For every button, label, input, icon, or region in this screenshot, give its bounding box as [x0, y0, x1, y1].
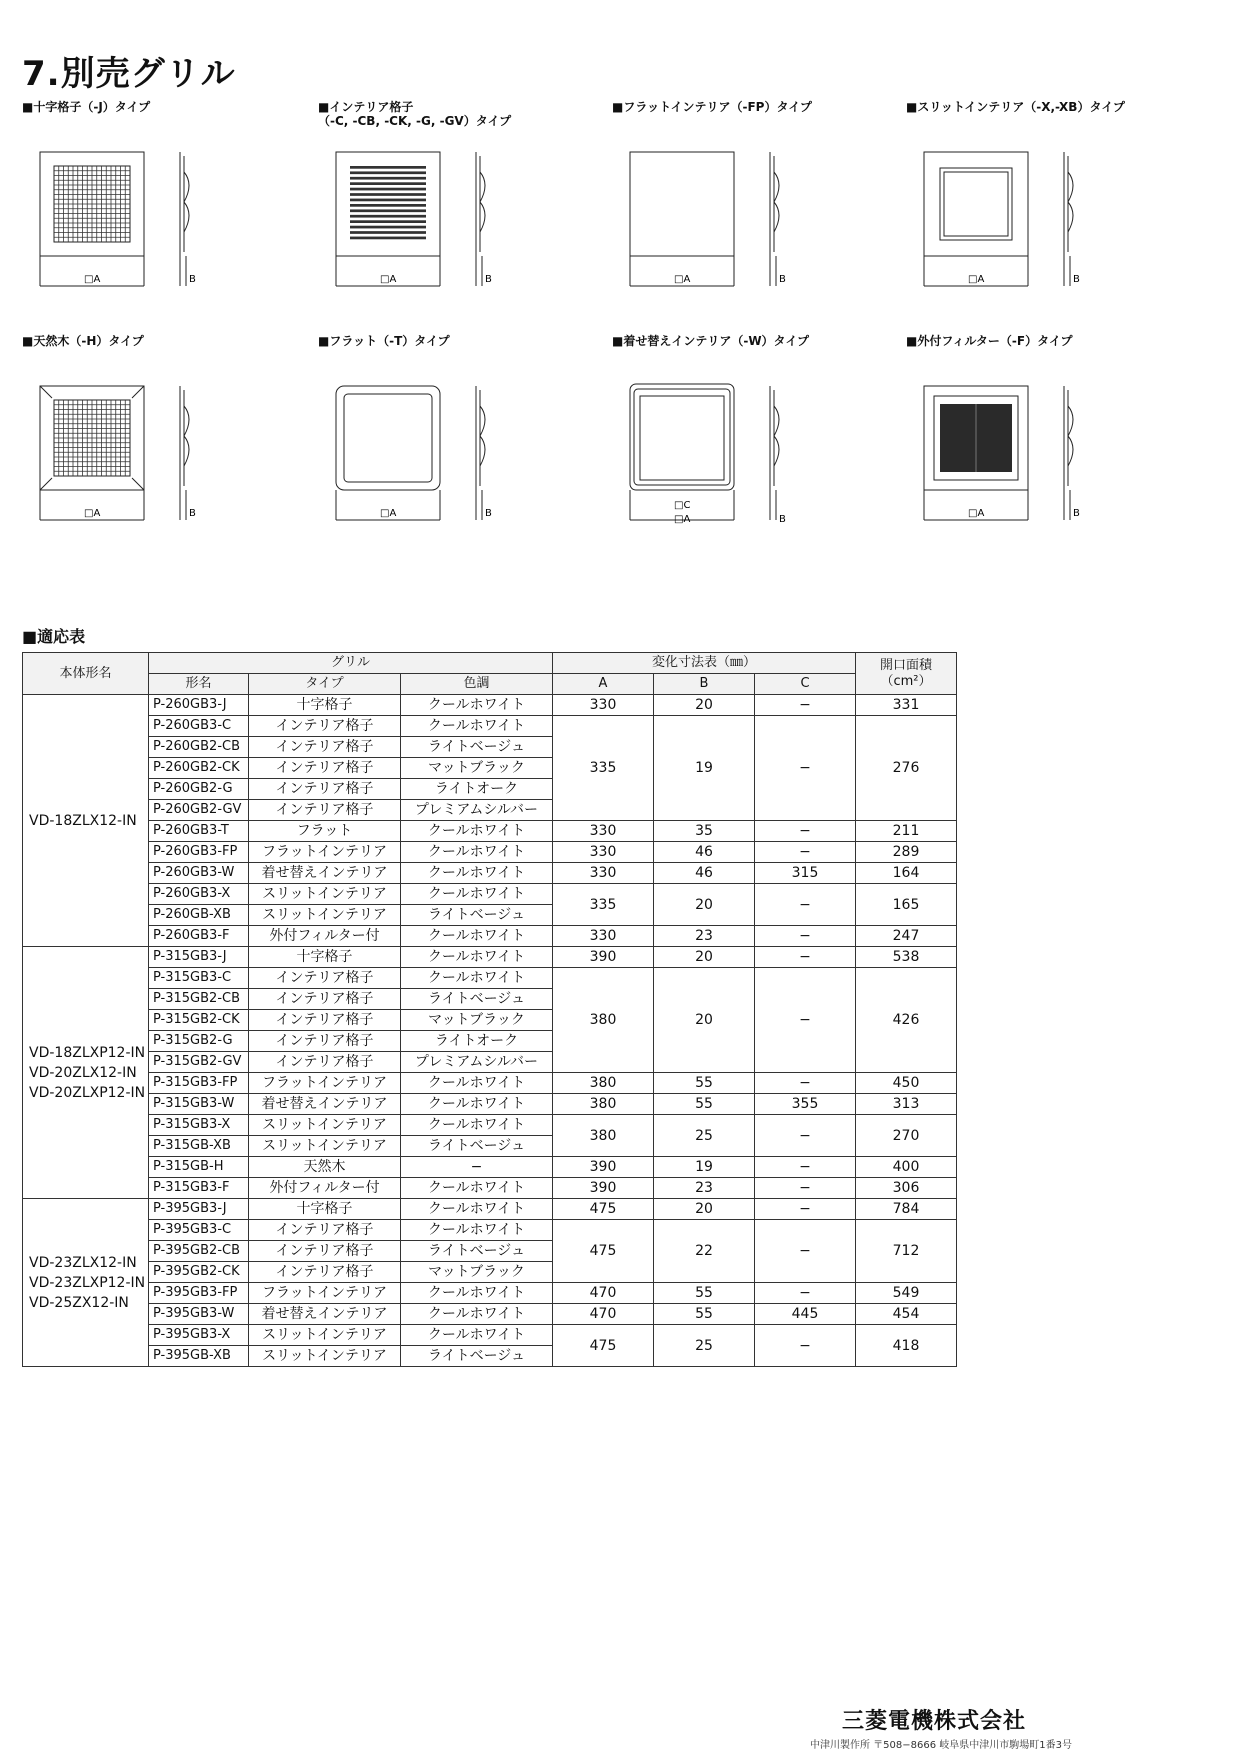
dim-c-cell: −	[755, 1073, 856, 1094]
header-type: タイプ	[249, 674, 401, 695]
grille-model-cell: P-395GB2-CK	[149, 1262, 249, 1283]
dim-b-cell: 55	[654, 1283, 755, 1304]
grille-type-cell: 着せ替えインテリア	[249, 1094, 401, 1115]
grille-type-cell: 十字格子	[249, 695, 401, 716]
louver-slat	[350, 209, 426, 212]
grille-color-cell: クールホワイト	[401, 695, 553, 716]
grille-color-cell: ライトベージュ	[401, 905, 553, 926]
grille-color-cell: クールホワイト	[401, 863, 553, 884]
grille-type-cell: 天然木	[249, 1157, 401, 1178]
dim-c-cell: −	[755, 947, 856, 968]
header-area-label: 開口面積	[879, 657, 932, 673]
grille-color-cell: クールホワイト	[401, 968, 553, 989]
grille-type-cell: インテリア格子	[249, 1220, 401, 1241]
dim-b-cell: 20	[654, 1199, 755, 1220]
dim-a-cell: 470	[553, 1283, 654, 1304]
header-area	[856, 653, 957, 695]
grille-color-cell: ライトベージュ	[401, 737, 553, 758]
dim-b-cell: 46	[654, 842, 755, 863]
dim-c-cell: −	[755, 1115, 856, 1157]
open-area-cell: 454	[856, 1304, 957, 1325]
side-view	[1068, 406, 1073, 466]
open-area-cell: 289	[856, 842, 957, 863]
header-area-unit: （cm²）	[880, 673, 932, 689]
grille-type-cell: インテリア格子	[249, 1031, 401, 1052]
dim-b-cell: 20	[654, 695, 755, 716]
louver-slat	[350, 220, 426, 223]
grille-diagram-wood	[22, 334, 322, 574]
grille-type-name: ■天然木（-H）タイプ	[22, 334, 144, 348]
header-a: A	[553, 674, 654, 695]
louver-slat	[350, 204, 426, 207]
grille-model-cell: P-260GB-XB	[149, 905, 249, 926]
dim-label-a: □A	[380, 274, 397, 285]
side-view	[480, 172, 485, 232]
grille-drawing	[612, 100, 912, 340]
grille-type-cell: スリットインテリア	[249, 1346, 401, 1367]
side-view	[184, 172, 189, 232]
grille-diagram-slit	[906, 100, 1206, 340]
dim-a-cell: 380	[553, 1073, 654, 1094]
grille-type-cell: フラットインテリア	[249, 1283, 401, 1304]
grille-type-cell: インテリア格子	[249, 737, 401, 758]
dress-panel	[640, 396, 724, 480]
grille-color-cell: クールホワイト	[401, 1283, 553, 1304]
dim-label-b: B	[189, 274, 196, 285]
table-row	[23, 968, 957, 989]
dim-a-cell: 335	[553, 716, 654, 821]
dim-label-a: □A	[84, 508, 101, 519]
dim-c-cell: −	[755, 1157, 856, 1178]
grille-color-cell: クールホワイト	[401, 1094, 553, 1115]
body-model-cell: VD-23ZLX12-IN VD-23ZLXP12-IN VD-25ZX12-IN	[23, 1199, 149, 1367]
grille-model-cell: P-260GB2-G	[149, 779, 249, 800]
grille-color-cell: クールホワイト	[401, 1325, 553, 1346]
grille-drawing	[318, 334, 618, 574]
dim-label-b: B	[779, 514, 786, 525]
grille-color-cell: クールホワイト	[401, 1178, 553, 1199]
drawing-line	[132, 478, 144, 490]
company-name: 三菱電機株式会社	[841, 1709, 1026, 1734]
grille-model-cell: P-260GB3-FP	[149, 842, 249, 863]
louver-slat	[350, 237, 426, 240]
dim-c-cell: 355	[755, 1094, 856, 1115]
grille-model-cell: P-395GB3-X	[149, 1325, 249, 1346]
front-panel	[634, 389, 730, 485]
table-row	[23, 1178, 957, 1199]
grille-model-cell: P-260GB2-CB	[149, 737, 249, 758]
front-frame	[336, 386, 440, 490]
grille-type-name: ■フラットインテリア（-FP）タイプ	[612, 100, 812, 114]
grille-type-name: ■外付フィルター（-F）タイプ	[906, 334, 1073, 348]
body-model-cell: VD-18ZLX12-IN	[23, 695, 149, 947]
dim-c-cell: −	[755, 1220, 856, 1283]
grille-color-cell: クールホワイト	[401, 821, 553, 842]
grille-model-cell: P-315GB3-X	[149, 1115, 249, 1136]
open-area-cell: 418	[856, 1325, 957, 1367]
dim-a-cell: 330	[553, 863, 654, 884]
side-view	[184, 406, 189, 466]
dim-a-cell: 390	[553, 1157, 654, 1178]
grille-model-cell: P-260GB3-X	[149, 884, 249, 905]
grille-color-cell: クールホワイト	[401, 1199, 553, 1220]
grille-model-cell: P-395GB3-C	[149, 1220, 249, 1241]
grille-type-name: ■スリットインテリア（-X,-XB）タイプ	[906, 100, 1125, 114]
drawing-line	[40, 478, 52, 490]
grille-drawing	[906, 100, 1206, 340]
table-row	[23, 1199, 957, 1220]
grille-color-cell: プレミアムシルバー	[401, 800, 553, 821]
dim-label-a: □A	[968, 508, 985, 519]
dim-c-cell: −	[755, 884, 856, 926]
header-grille: グリル	[149, 653, 553, 674]
open-area-cell: 164	[856, 863, 957, 884]
louver-slat	[350, 231, 426, 234]
dim-b-cell: 55	[654, 1094, 755, 1115]
header-dims: 変化寸法表（㎜）	[553, 653, 856, 674]
front-panel	[344, 394, 432, 482]
grille-type-cell: フラットインテリア	[249, 1073, 401, 1094]
grille-type-cell: フラットインテリア	[249, 842, 401, 863]
grille-color-cell: ライトオーク	[401, 779, 553, 800]
dim-label-a: □A	[380, 508, 397, 519]
dim-c-cell: 445	[755, 1304, 856, 1325]
grille-color-cell: クールホワイト	[401, 947, 553, 968]
open-area-cell: 538	[856, 947, 957, 968]
louver-slat	[350, 171, 426, 174]
side-view	[480, 406, 485, 466]
table-row	[23, 1094, 957, 1115]
front-frame	[630, 152, 734, 256]
dim-b-cell: 55	[654, 1304, 755, 1325]
header-c: C	[755, 674, 856, 695]
open-area-cell: 549	[856, 1283, 957, 1304]
dim-a-cell: 335	[553, 884, 654, 926]
grille-diagram-flat	[318, 334, 618, 574]
grille-type-cell: インテリア格子	[249, 800, 401, 821]
grille-color-cell: クールホワイト	[401, 842, 553, 863]
dim-label-b: B	[189, 508, 196, 519]
grille-type-name: ■着せ替えインテリア（-W）タイプ	[612, 334, 809, 348]
grille-type-cell: インテリア格子	[249, 1052, 401, 1073]
table-row	[23, 1325, 957, 1346]
dim-label-a: □A	[674, 274, 691, 285]
dim-a-cell: 475	[553, 1325, 654, 1367]
grille-color-cell: マットブラック	[401, 1262, 553, 1283]
dim-b-cell: 20	[654, 947, 755, 968]
grille-type-cell: フラット	[249, 821, 401, 842]
table-row	[23, 884, 957, 905]
grille-model-cell: P-260GB2-GV	[149, 800, 249, 821]
grille-type-cell: 外付フィルター付	[249, 1178, 401, 1199]
grille-color-cell: クールホワイト	[401, 1073, 553, 1094]
grille-model-cell: P-315GB-H	[149, 1157, 249, 1178]
slit-frame	[940, 168, 1012, 240]
dim-c-cell: −	[755, 695, 856, 716]
grille-diagram-louver	[318, 100, 618, 340]
page-title: 7.別売グリル	[22, 54, 236, 94]
grille-model-cell: P-395GB2-CB	[149, 1241, 249, 1262]
open-area-cell: 247	[856, 926, 957, 947]
dim-label-b: B	[1073, 508, 1080, 519]
grille-diagram-grid	[22, 100, 322, 340]
dim-a-cell: 330	[553, 695, 654, 716]
grille-color-cell: クールホワイト	[401, 1220, 553, 1241]
table-row	[23, 1220, 957, 1241]
dim-b-cell: 23	[654, 926, 755, 947]
grille-model-cell: P-395GB-XB	[149, 1346, 249, 1367]
company-address: 中津川製作所 〒508−8666 岐阜県中津川市駒場町1番3号	[810, 1740, 1072, 1751]
grille-model-cell: P-260GB2-CK	[149, 758, 249, 779]
dim-a-cell: 475	[553, 1220, 654, 1283]
grille-model-cell: P-315GB-XB	[149, 1136, 249, 1157]
grille-type-cell: 十字格子	[249, 947, 401, 968]
side-view	[774, 406, 779, 466]
header-color: 色調	[401, 674, 553, 695]
grille-type-name: ■フラット（-T）タイプ	[318, 334, 450, 348]
grille-type-cell: 外付フィルター付	[249, 926, 401, 947]
dim-c-cell: −	[755, 842, 856, 863]
grille-color-cell: クールホワイト	[401, 716, 553, 737]
open-area-cell: 211	[856, 821, 957, 842]
header-b: B	[654, 674, 755, 695]
grille-model-cell: P-315GB3-F	[149, 1178, 249, 1199]
grille-model-cell: P-315GB3-C	[149, 968, 249, 989]
grille-color-cell: クールホワイト	[401, 1304, 553, 1325]
open-area-cell: 784	[856, 1199, 957, 1220]
dim-a-cell: 470	[553, 1304, 654, 1325]
drawing-line	[40, 386, 52, 398]
front-frame	[630, 384, 734, 490]
grille-type-cell: 着せ替えインテリア	[249, 1304, 401, 1325]
grille-model-cell: P-315GB3-W	[149, 1094, 249, 1115]
grille-type-cell: スリットインテリア	[249, 1325, 401, 1346]
grille-model-cell: P-315GB2-GV	[149, 1052, 249, 1073]
grille-model-cell: P-395GB3-J	[149, 1199, 249, 1220]
dim-a-cell: 390	[553, 1178, 654, 1199]
grille-drawing	[22, 100, 322, 340]
grille-type-cell: スリットインテリア	[249, 1136, 401, 1157]
dim-c-cell: −	[755, 716, 856, 821]
dim-c-cell: −	[755, 1199, 856, 1220]
grille-type-cell: インテリア格子	[249, 968, 401, 989]
louver-slat	[350, 188, 426, 191]
dim-b-cell: 23	[654, 1178, 755, 1199]
grille-type-name: ■インテリア格子 （-C, -CB, -CK, -G, -GV）タイプ	[318, 100, 512, 128]
open-area-cell: 712	[856, 1220, 957, 1283]
grille-type-cell: インテリア格子	[249, 779, 401, 800]
grille-model-cell: P-315GB2-CK	[149, 1010, 249, 1031]
table-row	[23, 821, 957, 842]
dim-a-cell: 380	[553, 1115, 654, 1157]
grille-type-cell: スリットインテリア	[249, 884, 401, 905]
table-row	[23, 842, 957, 863]
grille-type-cell: インテリア格子	[249, 1241, 401, 1262]
dim-label-b: B	[485, 508, 492, 519]
grille-type-cell: インテリア格子	[249, 1010, 401, 1031]
compatibility-table	[22, 652, 957, 1367]
table-row	[23, 947, 957, 968]
dim-b-cell: 19	[654, 1157, 755, 1178]
table-row	[23, 1115, 957, 1136]
open-area-cell: 331	[856, 695, 957, 716]
grille-model-cell: P-315GB2-CB	[149, 989, 249, 1010]
table-row	[23, 863, 957, 884]
grille-drawing	[612, 334, 912, 574]
drawing-line	[132, 386, 144, 398]
table-row	[23, 1304, 957, 1325]
grille-color-cell: クールホワイト	[401, 926, 553, 947]
dim-a-cell: 330	[553, 926, 654, 947]
louver-slat	[350, 166, 426, 169]
table-row	[23, 1157, 957, 1178]
louver-slat	[350, 226, 426, 229]
open-area-cell: 313	[856, 1094, 957, 1115]
open-area-cell: 426	[856, 968, 957, 1073]
dim-a-cell: 330	[553, 821, 654, 842]
grille-model-cell: P-260GB3-J	[149, 695, 249, 716]
dim-c-cell: −	[755, 821, 856, 842]
grille-type-name: ■十字格子（-J）タイプ	[22, 100, 151, 114]
header-model: 形名	[149, 674, 249, 695]
louver-slat	[350, 199, 426, 202]
grille-color-cell: クールホワイト	[401, 884, 553, 905]
grille-drawing	[906, 334, 1206, 574]
grille-type-cell: 十字格子	[249, 1199, 401, 1220]
grille-diagram-filter	[906, 334, 1206, 574]
dim-c-cell: 315	[755, 863, 856, 884]
grille-color-cell: マットブラック	[401, 758, 553, 779]
grille-model-cell: P-260GB3-F	[149, 926, 249, 947]
grille-diagram-dress	[612, 334, 912, 574]
grille-model-cell: P-315GB3-J	[149, 947, 249, 968]
grille-model-cell: P-395GB3-W	[149, 1304, 249, 1325]
dim-label-a: □A	[674, 514, 691, 525]
body-model-cell: VD-18ZLXP12-IN VD-20ZLX12-IN VD-20ZLXP12-IN	[23, 947, 149, 1199]
grille-color-cell: マットブラック	[401, 1010, 553, 1031]
open-area-cell: 450	[856, 1073, 957, 1094]
dim-b-cell: 20	[654, 968, 755, 1073]
dim-a-cell: 380	[553, 968, 654, 1073]
grille-model-cell: P-395GB3-FP	[149, 1283, 249, 1304]
grille-model-cell: P-260GB3-C	[149, 716, 249, 737]
dim-b-cell: 55	[654, 1073, 755, 1094]
table-row	[23, 1283, 957, 1304]
dim-c-cell: −	[755, 968, 856, 1073]
table-row	[23, 926, 957, 947]
grille-color-cell: ライトベージュ	[401, 1136, 553, 1157]
section-title: ■適応表	[22, 627, 86, 646]
dim-b-cell: 35	[654, 821, 755, 842]
dim-c-cell: −	[755, 1325, 856, 1367]
side-view	[774, 172, 779, 232]
dim-c-cell: −	[755, 926, 856, 947]
grille-drawing	[318, 100, 618, 340]
grille-model-cell: P-315GB3-FP	[149, 1073, 249, 1094]
table-row	[23, 716, 957, 737]
grille-model-cell: P-315GB2-G	[149, 1031, 249, 1052]
grille-type-cell: スリットインテリア	[249, 905, 401, 926]
grille-color-cell: ライトオーク	[401, 1031, 553, 1052]
table-row	[23, 695, 957, 716]
open-area-cell: 165	[856, 884, 957, 926]
dim-label-c: □C	[674, 500, 691, 511]
dim-label-b: B	[1073, 274, 1080, 285]
header-body-model: 本体形名	[23, 653, 149, 695]
dim-c-cell: −	[755, 1283, 856, 1304]
grille-color-cell: −	[401, 1157, 553, 1178]
louver-slat	[350, 215, 426, 218]
grille-type-cell: インテリア格子	[249, 1262, 401, 1283]
grille-model-cell: P-260GB3-T	[149, 821, 249, 842]
grille-diagram-flat-interior	[612, 100, 912, 340]
grille-color-cell: ライトベージュ	[401, 989, 553, 1010]
grille-color-cell: ライトベージュ	[401, 1241, 553, 1262]
louver-slat	[350, 182, 426, 185]
dim-a-cell: 380	[553, 1094, 654, 1115]
grille-type-cell: インテリア格子	[249, 716, 401, 737]
open-area-cell: 400	[856, 1157, 957, 1178]
grille-type-cell: スリットインテリア	[249, 1115, 401, 1136]
dim-label-a: □A	[968, 274, 985, 285]
dim-a-cell: 475	[553, 1199, 654, 1220]
open-area-cell: 306	[856, 1178, 957, 1199]
grille-color-cell: ライトベージュ	[401, 1346, 553, 1367]
dim-label-b: B	[485, 274, 492, 285]
dim-label-a: □A	[84, 274, 101, 285]
table-row	[23, 1073, 957, 1094]
open-area-cell: 276	[856, 716, 957, 821]
dim-b-cell: 20	[654, 884, 755, 926]
dim-b-cell: 46	[654, 863, 755, 884]
grille-type-cell: 着せ替えインテリア	[249, 863, 401, 884]
dim-a-cell: 330	[553, 842, 654, 863]
grille-model-cell: P-260GB3-W	[149, 863, 249, 884]
louver-slat	[350, 193, 426, 196]
grille-type-cell: インテリア格子	[249, 758, 401, 779]
dim-a-cell: 390	[553, 947, 654, 968]
side-view	[1068, 172, 1073, 232]
dim-b-cell: 25	[654, 1115, 755, 1157]
grille-drawing	[22, 334, 322, 574]
dim-b-cell: 19	[654, 716, 755, 821]
dim-b-cell: 22	[654, 1220, 755, 1283]
louver-slat	[350, 177, 426, 180]
table-body	[23, 695, 957, 1367]
dim-label-b: B	[779, 274, 786, 285]
grille-color-cell: クールホワイト	[401, 1115, 553, 1136]
dim-b-cell: 25	[654, 1325, 755, 1367]
slit-inner	[944, 172, 1008, 236]
grille-color-cell: プレミアムシルバー	[401, 1052, 553, 1073]
grille-type-cell: インテリア格子	[249, 989, 401, 1010]
dim-c-cell: −	[755, 1178, 856, 1199]
open-area-cell: 270	[856, 1115, 957, 1157]
